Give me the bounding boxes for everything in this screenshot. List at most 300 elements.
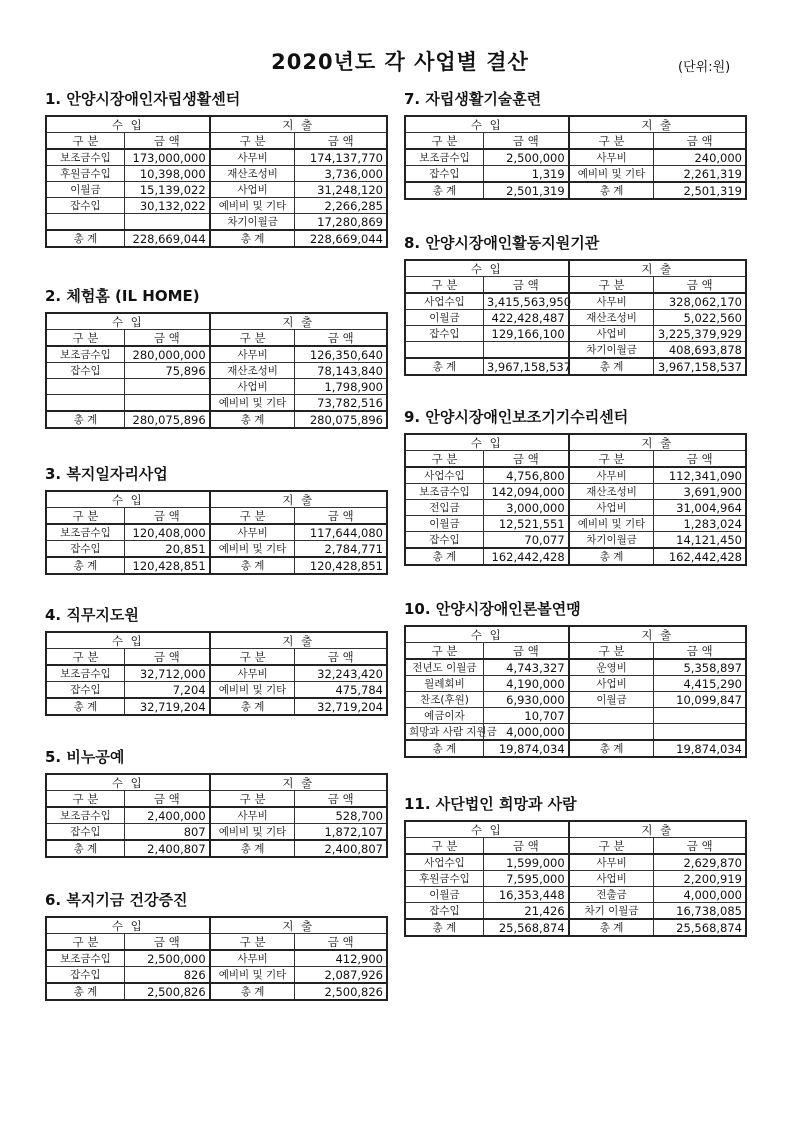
total-income: 280,075,896 (124, 411, 209, 428)
expense-header: 지 출 (569, 434, 746, 451)
total-row (46, 698, 387, 715)
table-row (405, 854, 746, 871)
income-amount: 20,851 (124, 541, 209, 558)
total-row (405, 740, 746, 757)
total-label: 총 계 (210, 230, 295, 247)
total-label: 총 계 (210, 840, 295, 857)
table-row (46, 182, 387, 198)
expense-item: 차기이월금 (569, 532, 654, 549)
expense-amount: 117,644,080 (295, 524, 387, 541)
total-label: 총 계 (210, 557, 295, 574)
total-row (46, 230, 387, 247)
item-header: 구 분 (210, 508, 295, 525)
expense-header: 지 출 (569, 116, 746, 133)
expense-item: 사무비 (210, 807, 295, 824)
income-amount: 10,398,000 (124, 166, 209, 182)
total-expense: 228,669,044 (295, 230, 387, 247)
header-row (46, 649, 387, 666)
income-header: 수 입 (46, 313, 210, 330)
expense-header: 지 출 (569, 821, 746, 838)
table-row (46, 346, 387, 363)
expense-item: 사무비 (569, 854, 654, 871)
finance-table (45, 773, 388, 858)
table-row (405, 310, 746, 326)
expense-item: 예비비 및 기타 (210, 198, 295, 214)
expense-amount: 14,121,450 (654, 532, 746, 549)
total-label: 총 계 (405, 358, 483, 375)
section (45, 285, 388, 429)
header-row (405, 643, 746, 660)
expense-item (569, 724, 654, 741)
total-income: 120,428,851 (124, 557, 209, 574)
income-amount: 7,204 (124, 682, 209, 699)
table-row (405, 676, 746, 692)
amount-header: 금 액 (124, 508, 209, 525)
section (45, 604, 388, 716)
total-expense: 2,501,319 (654, 182, 746, 199)
expense-item: 예비비 및 기타 (569, 516, 654, 532)
income-header: 수 입 (46, 774, 210, 791)
page-title: 2020년도 각 사업별 결산 (271, 50, 529, 74)
item-header: 구 분 (405, 643, 483, 660)
expense-amount: 73,782,516 (295, 395, 387, 412)
total-label: 총 계 (46, 698, 124, 715)
income-amount: 826 (124, 967, 209, 984)
item-header: 구 분 (210, 330, 295, 347)
table-row (46, 807, 387, 824)
income-amount: 21,426 (483, 903, 568, 920)
total-label: 총 계 (405, 182, 483, 199)
total-label: 총 계 (46, 840, 124, 857)
expense-amount: 31,004,964 (654, 500, 746, 516)
total-label: 총 계 (210, 698, 295, 715)
income-amount: 30,132,022 (124, 198, 209, 214)
header-row (405, 133, 746, 150)
expense-item: 예비비 및 기타 (569, 166, 654, 183)
expense-amount: 412,900 (295, 950, 387, 967)
income-item: 잡수입 (46, 363, 124, 379)
expense-item: 사무비 (210, 950, 295, 967)
header-row (46, 934, 387, 951)
income-item: 후원금수입 (46, 166, 124, 182)
expense-amount: 4,000,000 (654, 887, 746, 903)
item-header: 구 분 (210, 791, 295, 808)
item-header: 구 분 (569, 643, 654, 660)
table-row (405, 692, 746, 708)
income-item: 보조금수입 (405, 484, 483, 500)
total-row (405, 182, 746, 199)
header-row (405, 626, 746, 643)
header-row (46, 917, 387, 934)
income-amount: 2,500,000 (483, 149, 568, 166)
table-row (46, 950, 387, 967)
table-row (405, 484, 746, 500)
amount-header: 금 액 (483, 133, 568, 150)
amount-header: 금 액 (483, 451, 568, 468)
income-item: 잡수입 (46, 198, 124, 214)
amount-header: 금 액 (124, 649, 209, 666)
expense-header: 지 출 (569, 260, 746, 277)
header-row (46, 774, 387, 791)
expense-header: 지 출 (210, 491, 387, 508)
item-header: 구 분 (46, 791, 124, 808)
expense-amount: 5,022,560 (654, 310, 746, 326)
amount-header: 금 액 (295, 330, 387, 347)
amount-header: 금 액 (654, 451, 746, 468)
expense-item (569, 708, 654, 724)
finance-table (45, 631, 388, 716)
table-row (46, 682, 387, 699)
amount-header: 금 액 (295, 133, 387, 150)
expense-item: 예비비 및 기타 (210, 967, 295, 984)
expense-header: 지 출 (569, 626, 746, 643)
income-amount: 15,139,022 (124, 182, 209, 198)
expense-item: 재산조성비 (210, 363, 295, 379)
income-item: 이월금 (405, 887, 483, 903)
income-amount: 4,743,327 (483, 659, 568, 676)
item-header: 구 분 (569, 133, 654, 150)
income-item: 잡수입 (46, 967, 124, 984)
expense-amount: 2,261,319 (654, 166, 746, 183)
item-header: 구 분 (569, 451, 654, 468)
expense-item: 재산조성비 (569, 310, 654, 326)
finance-table (45, 916, 388, 1001)
total-row (46, 557, 387, 574)
total-income: 162,442,428 (483, 548, 568, 565)
total-label: 총 계 (210, 411, 295, 428)
expense-amount: 3,736,000 (295, 166, 387, 182)
section-title: 10. 안양시장애인론볼연맹 (404, 600, 581, 618)
table-row (405, 149, 746, 166)
expense-item: 사무비 (210, 346, 295, 363)
income-item: 월례회비 (405, 676, 483, 692)
expense-item: 사무비 (210, 149, 295, 166)
income-amount: 1,599,000 (483, 854, 568, 871)
expense-item: 차기 이월금 (569, 903, 654, 920)
income-header: 수 입 (405, 821, 569, 838)
total-expense: 280,075,896 (295, 411, 387, 428)
income-header: 수 입 (46, 116, 210, 133)
section-title: 3. 복지일자리사업 (45, 465, 168, 483)
amount-header: 금 액 (124, 934, 209, 951)
income-item: 보조금수입 (46, 950, 124, 967)
total-expense: 19,874,034 (654, 740, 746, 757)
header-row (46, 330, 387, 347)
expense-amount: 4,415,290 (654, 676, 746, 692)
income-amount: 173,000,000 (124, 149, 209, 166)
expense-item: 사업비 (569, 871, 654, 887)
income-item: 전입금 (405, 500, 483, 516)
amount-header: 금 액 (295, 791, 387, 808)
expense-item: 운영비 (569, 659, 654, 676)
income-amount: 75,896 (124, 363, 209, 379)
total-income: 2,400,807 (124, 840, 209, 857)
header-row (405, 838, 746, 855)
expense-amount: 1,283,024 (654, 516, 746, 532)
expense-amount: 10,099,847 (654, 692, 746, 708)
income-amount (124, 379, 209, 395)
income-item: 이월금 (405, 516, 483, 532)
expense-amount: 1,872,107 (295, 824, 387, 841)
income-header: 수 입 (405, 434, 569, 451)
finance-table (404, 115, 747, 200)
expense-amount: 528,700 (295, 807, 387, 824)
section (45, 889, 388, 1001)
item-header: 구 분 (210, 133, 295, 150)
expense-item: 사무비 (210, 665, 295, 682)
total-income: 2,500,826 (124, 983, 209, 1000)
income-header: 수 입 (46, 491, 210, 508)
header-row (46, 133, 387, 150)
expense-item: 전출금 (569, 887, 654, 903)
header-row (46, 791, 387, 808)
item-header: 구 분 (46, 133, 124, 150)
income-item: 보조금수입 (46, 346, 124, 363)
income-amount: 4,756,800 (483, 467, 568, 484)
item-header: 구 분 (405, 277, 483, 294)
expense-item: 예비비 및 기타 (210, 395, 295, 412)
income-item: 이월금 (405, 310, 483, 326)
amount-header: 금 액 (654, 838, 746, 855)
table-row (405, 871, 746, 887)
expense-amount: 17,280,869 (295, 214, 387, 231)
item-header: 구 분 (405, 838, 483, 855)
section (45, 746, 388, 858)
expense-amount (654, 724, 746, 741)
expense-header: 지 출 (210, 632, 387, 649)
expense-amount (654, 708, 746, 724)
total-label: 총 계 (210, 983, 295, 1000)
finance-table (45, 312, 388, 429)
income-item: 사업수입 (405, 293, 483, 310)
total-income: 32,719,204 (124, 698, 209, 715)
expense-item: 예비비 및 기타 (210, 541, 295, 558)
income-amount: 10,707 (483, 708, 568, 724)
header-row (46, 313, 387, 330)
income-item: 예금이자 (405, 708, 483, 724)
section-title: 6. 복지기금 건강증진 (45, 891, 188, 909)
table-row (405, 887, 746, 903)
table-row (405, 708, 746, 724)
section-title: 9. 안양시장애인보조기기수리센터 (404, 408, 629, 426)
expense-amount: 2,266,285 (295, 198, 387, 214)
expense-amount: 126,350,640 (295, 346, 387, 363)
income-item: 희망과 사람 지원금 (405, 724, 483, 741)
total-expense: 120,428,851 (295, 557, 387, 574)
expense-amount: 31,248,120 (295, 182, 387, 198)
total-expense: 3,967,158,537 (654, 358, 746, 375)
income-item: 보조금수입 (46, 807, 124, 824)
table-row (46, 198, 387, 214)
table-row (405, 500, 746, 516)
income-header: 수 입 (46, 917, 210, 934)
table-row (405, 724, 746, 741)
header-row (405, 821, 746, 838)
unit-label: (단위:원) (678, 60, 731, 75)
income-item: 잡수입 (46, 682, 124, 699)
total-income: 228,669,044 (124, 230, 209, 247)
total-expense: 162,442,428 (654, 548, 746, 565)
income-amount: 4,190,000 (483, 676, 568, 692)
income-amount: 129,166,100 (483, 326, 568, 342)
amount-header: 금 액 (483, 643, 568, 660)
section-title: 8. 안양시장애인활동지원기관 (404, 234, 600, 252)
expense-amount: 2,784,771 (295, 541, 387, 558)
finance-table (404, 820, 747, 937)
expense-amount: 112,341,090 (654, 467, 746, 484)
item-header: 구 분 (569, 838, 654, 855)
header-row (405, 434, 746, 451)
expense-item: 차기이월금 (569, 342, 654, 359)
expense-amount: 240,000 (654, 149, 746, 166)
table-row (405, 659, 746, 676)
income-amount: 70,077 (483, 532, 568, 549)
table-row (405, 516, 746, 532)
section (404, 232, 747, 376)
income-header: 수 입 (405, 116, 569, 133)
income-amount: 3,000,000 (483, 500, 568, 516)
income-amount: 120,408,000 (124, 524, 209, 541)
income-item (405, 342, 483, 359)
income-header: 수 입 (405, 626, 569, 643)
income-item: 보조금수입 (46, 149, 124, 166)
income-amount: 12,521,551 (483, 516, 568, 532)
expense-amount: 16,738,085 (654, 903, 746, 920)
total-label: 총 계 (46, 411, 124, 428)
expense-amount: 328,062,170 (654, 293, 746, 310)
expense-item: 사무비 (210, 524, 295, 541)
expense-item: 사무비 (569, 467, 654, 484)
expense-amount: 475,784 (295, 682, 387, 699)
amount-header: 금 액 (124, 330, 209, 347)
expense-amount: 3,691,900 (654, 484, 746, 500)
total-income: 19,874,034 (483, 740, 568, 757)
income-item: 전년도 이월금 (405, 659, 483, 676)
amount-header: 금 액 (124, 133, 209, 150)
item-header: 구 분 (46, 330, 124, 347)
table-row (46, 665, 387, 682)
expense-item: 사무비 (569, 149, 654, 166)
table-row (46, 967, 387, 984)
section (404, 793, 747, 937)
income-item: 후원금수입 (405, 871, 483, 887)
finance-table (45, 115, 388, 248)
total-row (405, 358, 746, 375)
income-amount (124, 395, 209, 412)
total-label: 총 계 (405, 740, 483, 757)
table-row (46, 379, 387, 395)
income-amount: 2,500,000 (124, 950, 209, 967)
expense-header: 지 출 (210, 313, 387, 330)
expense-amount: 3,225,379,929 (654, 326, 746, 342)
income-amount: 6,930,000 (483, 692, 568, 708)
table-row (46, 524, 387, 541)
table-row (46, 824, 387, 841)
finance-table (404, 259, 747, 376)
expense-item: 사업비 (210, 182, 295, 198)
expense-item: 사업비 (210, 379, 295, 395)
expense-item: 사업비 (569, 500, 654, 516)
table-row (405, 342, 746, 359)
income-item: 사업수입 (405, 854, 483, 871)
income-item: 보조금수입 (405, 149, 483, 166)
finance-table (45, 490, 388, 575)
expense-amount: 2,087,926 (295, 967, 387, 984)
income-item: 잡수입 (46, 824, 124, 841)
expense-amount: 5,358,897 (654, 659, 746, 676)
expense-item: 재산조성비 (569, 484, 654, 500)
header-row (405, 260, 746, 277)
header-row (405, 451, 746, 468)
item-header: 구 분 (569, 277, 654, 294)
total-row (46, 411, 387, 428)
finance-table (404, 433, 747, 566)
income-amount: 3,415,563,950 (483, 293, 568, 310)
section (404, 598, 747, 758)
expense-amount: 174,137,770 (295, 149, 387, 166)
table-row (46, 363, 387, 379)
table-row (46, 214, 387, 231)
income-item: 찬조(후원) (405, 692, 483, 708)
total-label: 총 계 (569, 358, 654, 375)
expense-item: 사업비 (569, 326, 654, 342)
table-row (46, 166, 387, 182)
expense-amount: 2,629,870 (654, 854, 746, 871)
section (404, 406, 747, 566)
amount-header: 금 액 (124, 791, 209, 808)
item-header: 구 분 (210, 649, 295, 666)
table-row (46, 541, 387, 558)
expense-item: 차기이월금 (210, 214, 295, 231)
total-row (46, 983, 387, 1000)
amount-header: 금 액 (483, 838, 568, 855)
item-header: 구 분 (405, 451, 483, 468)
total-label: 총 계 (46, 557, 124, 574)
income-header: 수 입 (46, 632, 210, 649)
section-title: 11. 사단법인 희망과 사람 (404, 795, 577, 813)
expense-item: 재산조성비 (210, 166, 295, 182)
section-title: 1. 안양시장애인자립생활센터 (45, 90, 241, 108)
item-header: 구 분 (46, 508, 124, 525)
amount-header: 금 액 (654, 133, 746, 150)
expense-item: 예비비 및 기타 (210, 682, 295, 699)
amount-header: 금 액 (654, 277, 746, 294)
income-item: 보조금수입 (46, 665, 124, 682)
expense-amount: 2,200,919 (654, 871, 746, 887)
income-amount: 807 (124, 824, 209, 841)
income-amount: 280,000,000 (124, 346, 209, 363)
income-item (46, 395, 124, 412)
income-item: 잡수입 (405, 903, 483, 920)
total-expense: 32,719,204 (295, 698, 387, 715)
total-expense: 25,568,874 (654, 919, 746, 936)
finance-table (404, 625, 747, 758)
section-title: 7. 자립생활기술훈련 (404, 90, 542, 108)
section (404, 88, 747, 200)
table-row (405, 166, 746, 183)
income-amount: 32,712,000 (124, 665, 209, 682)
total-income: 3,967,158,537 (483, 358, 568, 375)
section-title: 4. 직무지도원 (45, 606, 139, 624)
income-amount: 1,319 (483, 166, 568, 183)
section-title: 5. 비누공예 (45, 748, 125, 766)
header-row (46, 491, 387, 508)
income-item (46, 214, 124, 231)
income-item: 잡수입 (405, 326, 483, 342)
total-row (405, 548, 746, 565)
section-title: 2. 체험홈 (IL HOME) (45, 287, 200, 305)
income-item (46, 379, 124, 395)
